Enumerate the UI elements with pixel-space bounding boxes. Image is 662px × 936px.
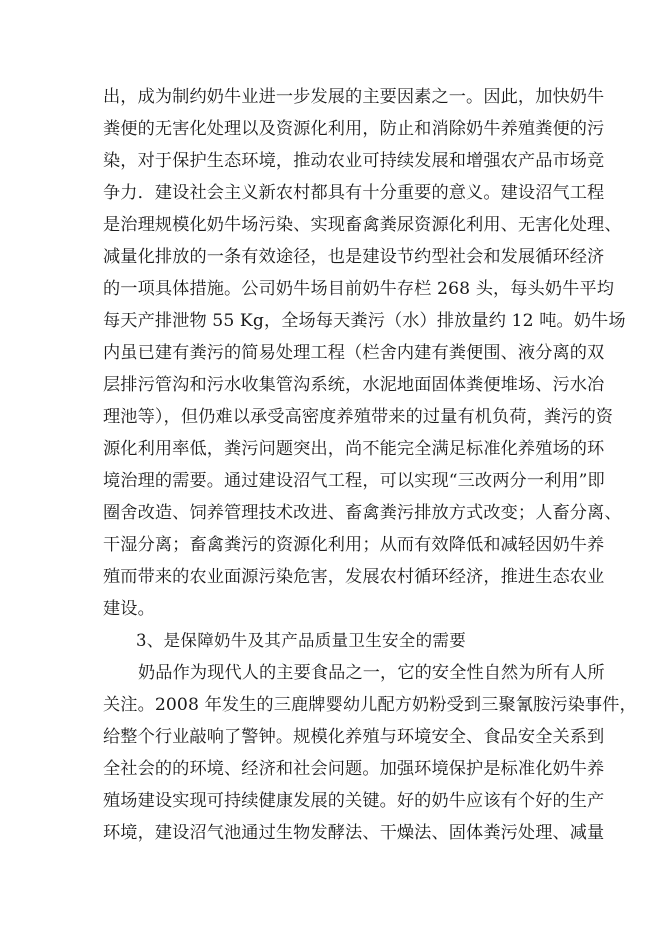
paragraph-1-line-10: 层排污管沟和污水收集管沟系统，水泥地面固体粪便堆场、污水冶 [103, 375, 605, 395]
paragraph-1-line-17: 建设。 [103, 599, 155, 619]
paragraph-2-line-6: 环境，建设沼气池通过生物发酵法、干燥法、固体粪污处理、减量 [103, 823, 605, 843]
paragraph-1-line-1: 出，成为制约奶牛业进一步发展的主要因素之一。因此，加快奶牛 [103, 87, 605, 107]
paragraph-1-line-9: 内虽已建有粪污的简易处理工程（栏舍内建有粪便围、液分离的双 [103, 343, 605, 363]
paragraph-1-line-13: 境治理的需要。通过建设沼气工程，可以实现“三改两分一利用”即 [103, 471, 605, 491]
paragraph-2-line-1: 奶品作为现代人的主要食品之一，它的安全性自然为所有人所 [138, 663, 605, 683]
paragraph-1-line-12: 源化利用率低，粪污问题突出，尚不能完全满足标准化养殖场的环 [103, 439, 605, 459]
paragraph-1-line-14: 圈舍改造、饲养管理技术改进、畜禽粪污排放方式改变；人畜分离、 [103, 503, 622, 523]
paragraph-1-line-6: 减量化排放的一条有效途径，也是建设节约型社会和发展循环经济 [103, 247, 605, 267]
paragraph-1-line-11: 理池等），但仍难以承受高密度养殖带来的过量有机负荷，粪污的资 [103, 407, 614, 427]
paragraph-1-line-8: 每天产排泄物 55 Kg，全场每天粪污（水）排放量约 12 吨。奶牛场 [103, 311, 626, 331]
paragraph-1-line-2: 粪便的无害化处理以及资源化利用，防止和消除奶牛养殖粪便的污 [103, 119, 605, 139]
paragraph-1-line-15: 干湿分离；畜禽粪污的资源化利用；从而有效降低和减轻因奶牛养 [103, 535, 605, 555]
paragraph-1-line-4: 争力．建设社会主义新农村都具有十分重要的意义。建设沼气工程 [103, 183, 605, 203]
paragraph-2-line-5: 殖场建设实现可持续健康发展的关键。好的奶牛应该有个好的生产 [103, 791, 605, 811]
paragraph-1-line-7: 的一项具体措施。公司奶牛场目前奶牛存栏 268 头，每头奶牛平均 [103, 279, 614, 299]
section-heading: 3、是保障奶牛及其产品质量卫生安全的需要 [136, 631, 466, 650]
paragraph-2-line-4: 全社会的的环境、经济和社会问题。加强环境保护是标准化奶牛养 [103, 759, 605, 779]
paragraph-1-line-3: 染，对于保护生态环境，推动农业可持续发展和增强农产品市场竞 [103, 151, 605, 171]
paragraph-2-line-3: 给整个行业敲响了警钟。规模化养殖与环境安全、食品安全关系到 [103, 727, 605, 747]
paragraph-1-line-16: 殖而带来的农业面源污染危害，发展农村循环经济，推进生态农业 [103, 567, 605, 587]
paragraph-1-line-5: 是治理规模化奶牛场污染、实现畜禽粪尿资源化利用、无害化处理、 [103, 215, 622, 235]
paragraph-2-line-2: 关注。2008 年发生的三鹿牌婴幼儿配方奶粉受到三聚氰胺污染事件， [103, 695, 637, 715]
